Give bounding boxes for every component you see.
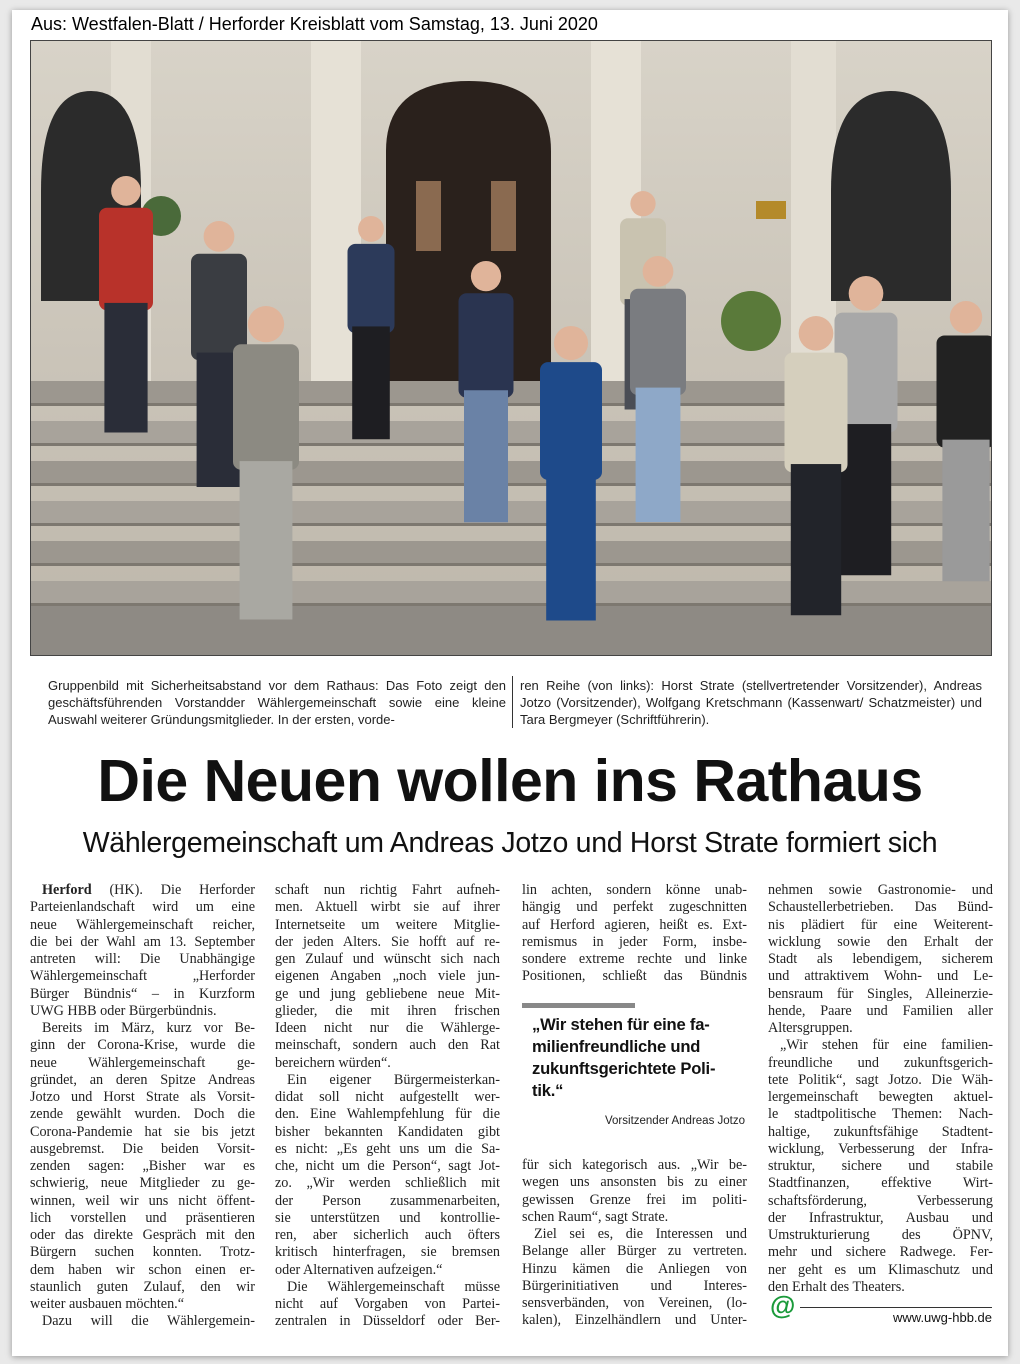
text-line: Bürgerinitiativen und Interes- <box>522 1277 747 1294</box>
text-line: nis plädiert für eine Weiterent- <box>768 916 993 933</box>
person <box>348 216 395 439</box>
text-line: winnen, weil wir uns nicht öffent- <box>30 1192 255 1209</box>
text-line: haltige, zukunftsfähige Stadtent- <box>768 1123 993 1140</box>
text-line: für sich kategorisch aus. „Wir be- <box>522 1157 747 1173</box>
text-line: Jotzo und Horst Strate als Vorsit- <box>30 1089 255 1105</box>
text-line: zo. „Wir werden schließlich mit <box>275 1175 500 1192</box>
text-line: der Infrastruktur, Ausbau und <box>768 1209 993 1226</box>
text-line: schaftsförderung, Verbesserung <box>768 1192 993 1209</box>
text-line: Ideen nicht nur die Wählerge- <box>275 1020 500 1036</box>
text-line: kritisch hinterfragen, sie bremsen <box>275 1244 500 1261</box>
text-line: meinschaft, sondern auch den Rat <box>275 1037 500 1054</box>
text-line: gründet, an deren Spitze Andreas <box>30 1071 255 1088</box>
text-line: den Erhalt des Theaters. <box>768 1278 905 1295</box>
source-line: Aus: Westfalen-Blatt / Herforder Kreisblatt vom Samstag, 13. Juni 2020 <box>31 14 598 34</box>
text-line: neue Wählergemeinschaft ge- <box>30 1054 255 1071</box>
text-line: bensraum für Singles, Alleinerzie- <box>768 985 993 1002</box>
text-line: zende gewählt wurden. Doch die <box>30 1106 255 1123</box>
at-icon: @ <box>770 1290 796 1320</box>
person <box>99 176 153 433</box>
text-line: zentralen in Düsseldorf oder Ber- <box>275 1313 500 1330</box>
text-line: der jeden Alters. Sie hofft auf re- <box>275 933 500 950</box>
text-line: sensverbänden, von Vereinen, (lo- <box>522 1295 747 1311</box>
text-line: lin achten, sondern könne unab- <box>522 882 747 898</box>
text-line: staunlich guten Zulauf, den wir <box>30 1278 255 1295</box>
text-line: Dazu will die Wählergemein- <box>42 1313 255 1330</box>
website-link[interactable]: www.uwg-hbb.de <box>893 1310 992 1325</box>
text-line: mehr und sichere Radwege. Fer- <box>768 1244 993 1261</box>
article-column-3-continued <box>522 1157 747 1330</box>
text-line: Umstrukturierung des ÖPNV, <box>768 1227 993 1243</box>
text-line: Corona-Pandemie hat sie bis jetzt <box>30 1123 255 1140</box>
text-line: nicht auf Vorgaben von Partei- <box>275 1296 500 1312</box>
text-line: gewissen Grenze frei im politi- <box>522 1191 747 1208</box>
text-line: le stadtpolitische Themen: Nach- <box>768 1106 993 1123</box>
text-span: (HK). Die Herforder <box>91 882 255 898</box>
subheadline: Wählergemeinschaft um Andreas Jotzo und Horst Strate formiert sich <box>82 827 938 859</box>
text-line: bisher bekannten Kandidaten gibt <box>275 1123 500 1140</box>
person <box>233 306 299 620</box>
text-line: che, nicht um die Person“, sagt Jot- <box>275 1158 500 1174</box>
text-line: oder das direkte Gespräch mit den <box>30 1227 255 1243</box>
text-line: Ein eigener Bürgermeisterkan- <box>287 1071 500 1088</box>
text-line: Bürgern suchen konnten. Trotz- <box>30 1244 255 1261</box>
text-line: Die Wählergemeinschaft müsse <box>287 1278 500 1295</box>
text-line: Stadtfinanzen, effektive Wirt- <box>768 1175 993 1192</box>
text-line: Internetseite um weitere Mitglie- <box>275 916 500 933</box>
article-column-1 <box>30 882 255 1331</box>
pullquote-line: milienfreundliche und <box>532 1037 701 1056</box>
article-column-4 <box>768 882 993 1296</box>
text-line: Parteienlandschaft wird um eine <box>30 899 255 916</box>
text-line: freundliche und zukunftsgerich- <box>768 1054 993 1071</box>
text-line: Altersgruppen. <box>768 1020 853 1036</box>
text-line: schen Raum“, sagt Strate. <box>522 1208 669 1225</box>
pullquote-line: tik.“ <box>532 1081 564 1100</box>
text-line: remismus in jeder Form, insbe- <box>522 933 747 950</box>
text-line: zenden sagen: „Bisher war es <box>30 1158 255 1174</box>
text-line: auf Herford agieren, heißt es. Ext- <box>522 916 747 933</box>
article-column-2 <box>275 882 500 1331</box>
dateline: Herford <box>42 882 92 898</box>
text-line: der Person zusammenarbeiten, <box>275 1192 500 1209</box>
divider <box>800 1307 992 1308</box>
text-line: sondere extreme rechte und linke <box>522 951 747 967</box>
text-line: kalen), Einzelhändlern und Unter- <box>522 1312 747 1329</box>
text-line: wicklung sowie den Erhalt der <box>768 933 993 950</box>
text-line: Ziel sei es, die Interessen und <box>534 1226 747 1242</box>
text-line: hängig und perfekt zugeschnitten <box>522 899 747 916</box>
pullquote <box>532 1014 748 1102</box>
text-line: tete Politik“, sagt Jotzo. Die Wäh- <box>768 1071 993 1088</box>
text-line: nehmen sowie Gastronomie- und <box>768 882 993 898</box>
text-line: didat soll nicht aufgestellt wer- <box>275 1089 500 1105</box>
pullquote-line: zukunftsgerichtete Poli- <box>532 1059 716 1078</box>
text-line: ginn der Corona-Krise, wurde die <box>30 1037 255 1054</box>
text-line: „Wir stehen für eine familien- <box>780 1037 993 1054</box>
pullquote-line: „Wir stehen für eine fa- <box>532 1015 710 1034</box>
text-line: neue Wählergemeinschaft reicher, <box>30 916 255 933</box>
person <box>459 261 514 522</box>
text-line: Wählergemeinschaft „Herforder <box>30 968 255 985</box>
text-line: Hinzu kämen die Anliegen von <box>522 1260 747 1277</box>
text-line: weiter ausbauen möchten.“ <box>30 1296 185 1312</box>
text-line: Positionen, schließt das Bündnis <box>522 968 747 985</box>
text-line: men. Aktuell wirbt sie auf ihrer <box>275 899 500 916</box>
text-line: schwierig, neue Mitglieder zu ge- <box>30 1175 255 1192</box>
text-line: lich vorstellen und präsentieren <box>30 1209 255 1226</box>
text-line <box>30 882 255 899</box>
text-line: gen Zulauf und wünscht sich nach <box>275 951 500 967</box>
text-line: hende, Paare und Familien aller <box>768 1002 993 1019</box>
text-line: Bürger Bündnis“ – in Kurzform <box>30 985 255 1002</box>
text-line: wicklung, Verbesserung der Infra- <box>768 1140 993 1157</box>
photo-caption-right: ren Reihe (von links): Horst Strate (stellvertretender Vorsitzender), Andreas Jotzo (Vorsitzender), Wolfgang Kretschmann (Kassenwart/ Schatzmeister) und Tara Bergmeyer (Schriftführerin). <box>520 678 982 728</box>
text-line: Stadt als lebendigem, sicherem <box>768 951 993 967</box>
text-line: ausgebremst. Die beiden Vorsit- <box>30 1140 255 1157</box>
text-line: Bereits im März, kurz vor Be- <box>42 1020 255 1036</box>
headline: Die Neuen wollen ins Rathaus <box>97 748 923 814</box>
text-line: Belange aller Bürger zu vertreten. <box>522 1243 747 1260</box>
person <box>540 326 602 621</box>
pullquote-attribution: Vorsitzender Andreas Jotzo <box>605 1115 745 1127</box>
text-line: ge und jung gebliebene neue Mit- <box>275 985 500 1002</box>
text-line: struktur, sichere und stabile <box>768 1158 993 1174</box>
text-line: antreten will: Die Unabhängige <box>30 951 255 967</box>
person <box>937 301 993 581</box>
text-line: ner geht es um Klimaschutz und <box>768 1261 993 1278</box>
text-line: wegen uns ansonsten bis zu einer <box>522 1174 747 1191</box>
caption-divider <box>512 676 513 728</box>
text-line: dem haben wir schon einen er- <box>30 1261 255 1278</box>
group-photo <box>30 40 992 656</box>
person <box>630 256 686 522</box>
text-line: sie unterstützen und kontrollie- <box>275 1209 500 1226</box>
text-line: lergemeinschaft bewegten aktuel- <box>768 1089 993 1105</box>
photo-caption-left: Gruppenbild mit Sicherheitsabstand vor dem Rathaus: Das Foto zeigt den geschäftsführenden Vorstandder Wählergemeinschaft sowie eine kleine Auswahl weiterer Gründungsmitglieder. In der ersten, vorde- <box>48 678 506 728</box>
text-line: eigenen Angaben „noch viele jun- <box>275 968 500 985</box>
text-line: Schaustellerbetrieben. Das Bünd- <box>768 899 993 916</box>
text-line: die bei der Wahl am 13. September <box>30 933 255 950</box>
text-line: den. Eine Wahlempfehlung für die <box>275 1106 500 1123</box>
person <box>785 316 848 615</box>
text-line: glieder, die mit ihren frischen <box>275 1002 500 1019</box>
text-line: bereichern würden“. <box>275 1054 391 1071</box>
text-line: und attraktivem Wohn- und Le- <box>768 968 993 985</box>
text-line: es nicht: „Es geht uns um die Sa- <box>275 1140 500 1157</box>
text-line: schaft nun richtig Fahrt aufneh- <box>275 882 500 898</box>
article-column-3 <box>522 882 747 986</box>
text-line: oder Alternativen aufzeigen.“ <box>275 1261 443 1278</box>
text-line: ren, aber sicherlich auch öfters <box>275 1227 500 1243</box>
text-line: UWG HBB oder Bürgerbündnis. <box>30 1002 217 1019</box>
pullquote-bar <box>522 1003 635 1008</box>
